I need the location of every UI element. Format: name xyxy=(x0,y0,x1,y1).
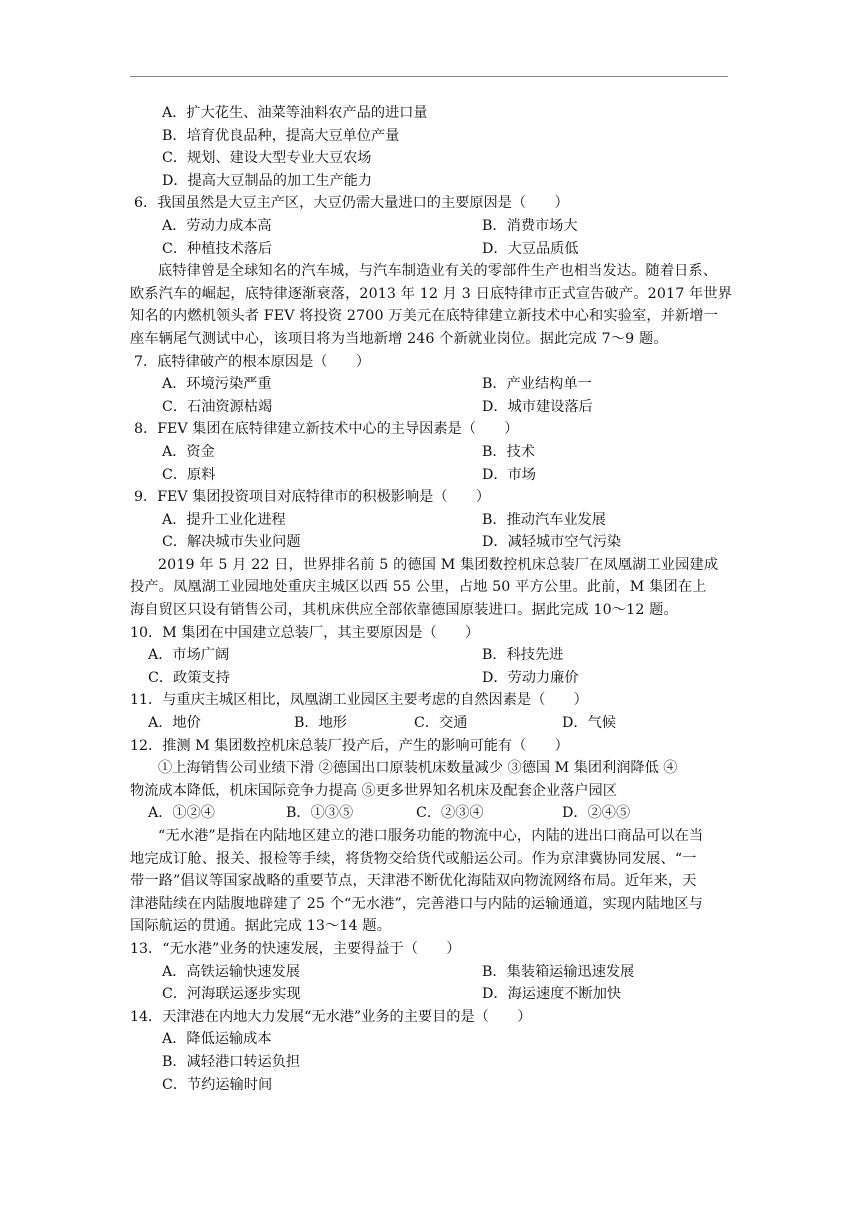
q7-stem: 7．底特律破产的根本原因是（ ） xyxy=(134,353,371,370)
q10-option-d: D．劳动力廉价 xyxy=(482,669,579,686)
q11-stem: 11．与重庆主城区相比，凤凰湖工业园区主要考虑的自然因素是（ ） xyxy=(130,692,588,709)
q12-option-b: B．①③⑤ xyxy=(286,805,354,822)
q11-option-d: D．气候 xyxy=(562,715,616,732)
q8-options-row2 xyxy=(130,464,730,487)
passage3-line2: 地完成订舱、报关、报检等手续，将货物交给货代或船运公司。作为京津冀协同发展、“一 xyxy=(130,850,697,867)
q5-option-c: C．规划、建设大型专业大豆农场 xyxy=(162,150,372,167)
q13-options-row2 xyxy=(130,983,730,1006)
q6-options-row1 xyxy=(130,215,730,238)
q10-option-b: B．科技先进 xyxy=(482,647,564,664)
q6-stem: 6．我国虽然是大豆主产区，大豆仍需大量进口的主要原因是（ ） xyxy=(134,195,569,212)
q9-options-row2 xyxy=(130,531,730,554)
q5-option-d: D．提高大豆制品的加工生产能力 xyxy=(162,172,373,189)
passage1-line4: 座车辆尾气测试中心，该项目将为当地新增 246 个新就业岗位。据此完成 7～9 题。 xyxy=(130,330,668,347)
passage3-line5: 国际航运的贯通。据此完成 13～14 题。 xyxy=(130,918,392,935)
q12-statements-line1: ①上海销售公司业绩下滑 ②德国出口原装机床数量减少 ③德国 M 集团利润降低 ④ xyxy=(158,760,678,777)
q7-option-b: B．产业结构单一 xyxy=(482,376,592,393)
q9-option-b: B．推动汽车业发展 xyxy=(482,511,606,528)
q8-option-c: C．原料 xyxy=(162,466,216,483)
passage3-line1: “无水港”是指在内陆地区建立的港口服务功能的物流中心，内陆的进出口商品可以在当 xyxy=(158,828,704,844)
q11-option-b: B．地形 xyxy=(294,715,347,732)
q7-option-c: C．石油资源枯竭 xyxy=(162,398,273,415)
q13-option-d: D．海运速度不断加快 xyxy=(482,986,622,1003)
q14-option-a: A．降低运输成本 xyxy=(162,1031,272,1048)
q6-option-a: A．劳动力成本高 xyxy=(162,217,272,234)
q12-statements-line2: 物流成本降低，机床国际竞争力提高 ⑤更多世界知名机床及配套企业落户园区 xyxy=(130,782,617,799)
q9-option-a: A．提升工业化进程 xyxy=(162,511,286,528)
header-rule xyxy=(130,76,728,77)
q10-stem: 10．M 集团在中国建立总装厂，其主要原因是（ ） xyxy=(130,624,480,641)
passage2-line2: 投产。凤凰湖工业园地处重庆主城区以西 55 公里，占地 50 平方公里。此前，M 集团在上 xyxy=(130,579,707,596)
passage1-line3: 知名的内燃机领头者 FEV 将投资 2700 万美元在底特律建立新技术中心和实验室，并新增一 xyxy=(130,308,719,325)
q9-options-row1 xyxy=(130,509,730,532)
q12-stem: 12．推测 M 集团数控机床总装厂投产后，产生的影响可能有（ ） xyxy=(130,737,569,754)
q5-option-a: A．扩大花生、油菜等油料农产品的进口量 xyxy=(162,105,428,121)
q14-option-b: B．减轻港口转运负担 xyxy=(162,1053,301,1070)
q7-options-row1 xyxy=(130,373,730,396)
q9-option-d: D．减轻城市空气污染 xyxy=(482,534,622,551)
q7-options-row2 xyxy=(130,396,730,419)
q10-options-row1 xyxy=(130,644,730,667)
q5-option-b: B．培育优良品种，提高大豆单位产量 xyxy=(162,127,400,144)
q12-option-a: A．①②④ xyxy=(148,805,215,822)
q13-options-row1 xyxy=(130,961,730,984)
q6-option-b: B．消费市场大 xyxy=(482,217,578,234)
passage2-line1: 2019 年 5 月 22 日，世界排名前 5 的德国 M 集团数控机床总装厂在凤凰湖工业园建成 xyxy=(158,556,719,573)
q14-option-c: C．节约运输时间 xyxy=(162,1076,273,1093)
q8-options-row1 xyxy=(130,441,730,464)
q10-option-c: C．政策支持 xyxy=(148,669,230,686)
q10-option-a: A．市场广阔 xyxy=(148,647,230,664)
q7-option-d: D．城市建设落后 xyxy=(482,398,593,415)
passage2-line3: 海自贸区只设有销售公司，其机床供应全部依靠德国原装进口。据此完成 10～12 题。 xyxy=(130,602,678,619)
passage3-line4: 津港陆续在内陆腹地辟建了 25 个“无水港”，完善港口与内陆的运输通道，实现内陆地区与 xyxy=(130,895,703,912)
q7-option-a: A．环境污染严重 xyxy=(162,376,272,393)
q6-option-d: D．大豆品质低 xyxy=(482,240,579,257)
q13-option-c: C．河海联运逐步实现 xyxy=(162,986,301,1003)
q8-option-b: B．技术 xyxy=(482,443,535,460)
q14-stem: 14．天津港在内地大力发展“无水港”业务的主要目的是（ ） xyxy=(130,1008,532,1025)
q11-option-c: C．交通 xyxy=(414,715,468,732)
passage1-line2: 欧系汽车的崛起，底特律逐渐衰落，2013 年 12 月 3 日底特律市正式宣告破产。2017 年世界 xyxy=(130,285,733,302)
q10-options-row2 xyxy=(130,667,730,690)
q8-option-a: A．资金 xyxy=(162,443,215,460)
q8-option-d: D．市场 xyxy=(482,466,536,483)
passage1-line1: 底特律曾是全球知名的汽车城，与汽车制造业有关的零部件生产也相当发达。随着日系、 xyxy=(158,263,718,280)
q12-option-c: C．②③④ xyxy=(416,805,484,822)
q13-option-a: A．高铁运输快速发展 xyxy=(162,963,300,980)
q6-options-row2 xyxy=(130,238,730,261)
q8-stem: 8．FEV 集团在底特律建立新技术中心的主导因素是（ ） xyxy=(134,421,519,438)
q6-option-c: C．种植技术落后 xyxy=(162,240,273,257)
exam-page xyxy=(130,102,733,1096)
q9-option-c: C．解决城市失业问题 xyxy=(162,534,301,551)
q12-options xyxy=(130,802,730,825)
q12-option-d: D．②④⑤ xyxy=(562,805,631,822)
q11-options xyxy=(130,712,730,735)
q9-stem: 9．FEV 集团投资项目对底特律市的积极影响是（ ） xyxy=(134,489,491,506)
q13-stem: 13．“无水港”业务的快速发展，主要得益于（ ） xyxy=(130,940,461,957)
passage3-line3: 带一路”倡议等国家战略的重要节点，天津港不断优化海陆双向物流网络布局。近年来，天 xyxy=(130,873,697,890)
q13-option-b: B．集装箱运输迅速发展 xyxy=(482,963,635,980)
q11-option-a: A．地价 xyxy=(148,715,201,732)
